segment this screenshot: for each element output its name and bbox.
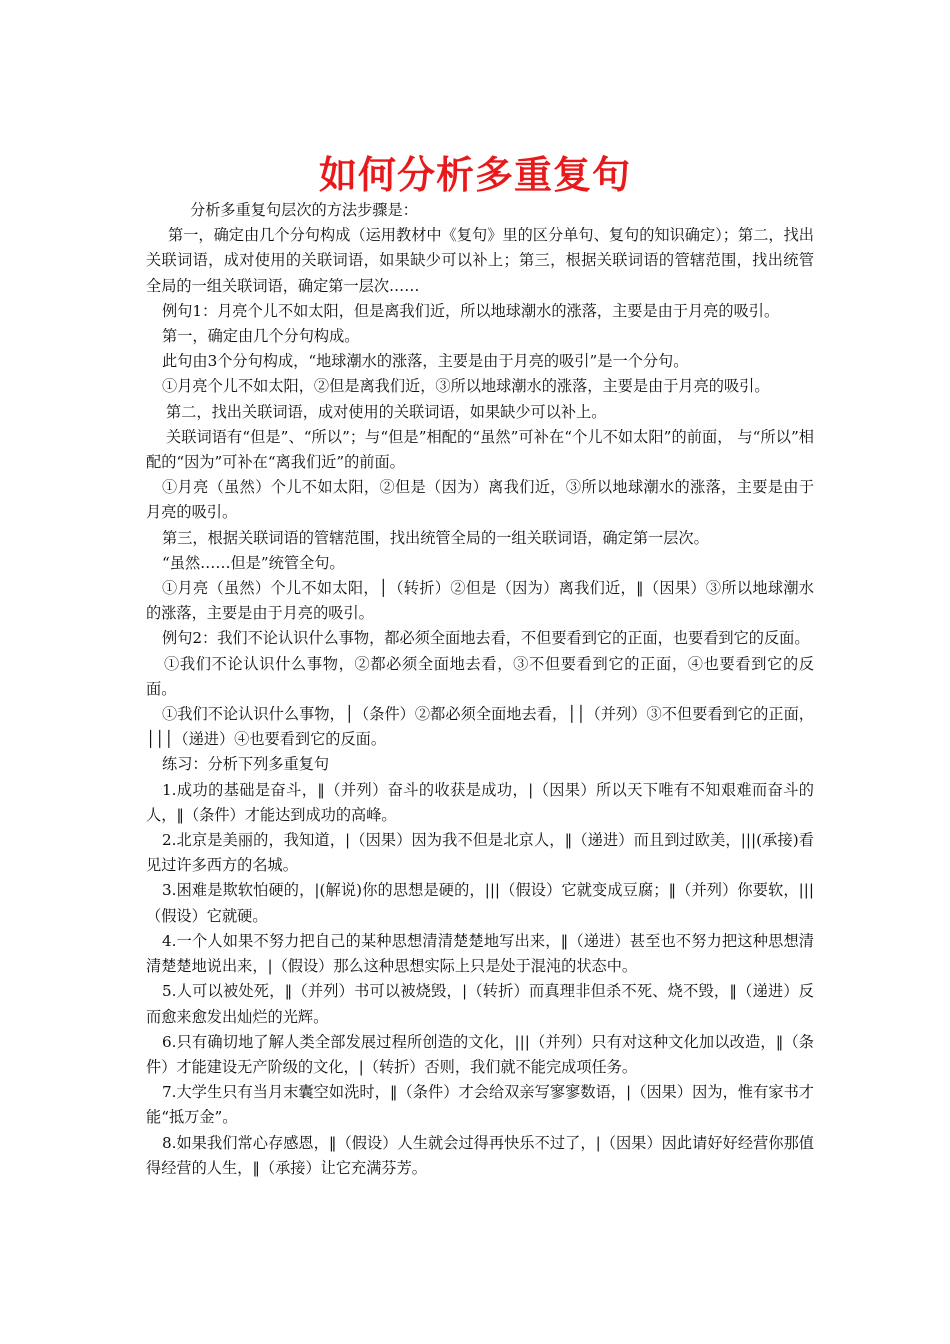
- body-paragraph: 1.成功的基础是奋斗，‖（并列）奋斗的收获是成功，|（因果）所以天下唯有不知艰难而奋斗的人，‖（条件）才能达到成功的高峰。: [146, 780, 814, 824]
- body-paragraph: ①我们不论认识什么事物，│（条件）②都必须全面地去看，││（并列）③不但要看到它的正面，│││（递进）④也要看到它的反面。: [146, 705, 814, 749]
- document-body: [146, 198, 814, 1181]
- body-paragraph: 6.只有确切地了解人类全部发展过程所创造的文化，|||（并列）只有对这种文化加以改造，‖（条件）才能建设无产阶级的文化，|（转折）否则，我们就不能完成项任务。: [146, 1032, 814, 1076]
- body-paragraph: 5.人可以被处死，‖（并列）书可以被烧毁，|（转折）而真理非但杀不死、烧不毁，‖（递进）反而愈来愈发出灿烂的光辉。: [146, 982, 814, 1026]
- body-paragraph: 练习：分析下列多重复句: [162, 755, 330, 774]
- body-paragraph: 第一，确定由几个分句构成（运用教材中《复句》里的区分单句、复句的知识确定）；第二，找出关联词语，成对使用的关联词语，如果缺少可以补上；第三，根据关联词语的管辖范围，找出统管全局的一组关联词语，确定第一层次……: [146, 226, 814, 295]
- body-paragraph: 此句由3个分句构成，“地球潮水的涨落，主要是由于月亮的吸引”是一个分句。: [162, 352, 689, 371]
- body-paragraph: “虽然……但是”统管全句。: [162, 553, 345, 572]
- body-paragraph: 4.一个人如果不努力把自己的某种思想清清楚楚地写出来，‖（递进）甚至也不努力把这种思想清清楚楚地说出来，|（假设）那么这种思想实际上只是处于混沌的状态中。: [146, 931, 814, 976]
- body-paragraph: ①月亮个儿不如太阳，②但是离我们近，③所以地球潮水的涨落，主要是由于月亮的吸引。: [162, 377, 770, 396]
- body-paragraph: 3.困难是欺软怕硬的，|(解说)你的思想是硬的，|||（假设）它就变成豆腐；‖（并列）你要软，|||（假设）它就硬。: [146, 881, 814, 925]
- body-paragraph: 7.大学生只有当月末囊空如洗时，‖（条件）才会给双亲写寥寥数语，|（因果）因为，惟有家书才能“抵万金”。: [146, 1083, 814, 1127]
- body-paragraph: 分析多重复句层次的方法步骤是：: [190, 201, 418, 219]
- body-paragraph: 例句2：我们不论认识什么事物，都必须全面地去看，不但要看到它的正面，也要看到它的反面。: [162, 629, 810, 648]
- body-paragraph: 8.如果我们常心存感恩，‖（假设）人生就会过得再快乐不过了，|（因果）因此请好好经营你那值得经营的人生，‖（承接）让它充满芬芳。: [146, 1133, 814, 1177]
- body-paragraph: 第一，确定由几个分句构成。: [162, 327, 360, 346]
- body-paragraph: 例句1：月亮个儿不如太阳，但是离我们近，所以地球潮水的涨落，主要是由于月亮的吸引。: [162, 301, 780, 320]
- body-paragraph: ①我们不论认识什么事物，②都必须全面地去看，③不但要看到它的正面，④也要看到它的反面。: [146, 654, 814, 698]
- body-paragraph: 关联词语有“但是”、“所以”；与“但是”相配的“虽然”可补在“个儿不如太阳”的前面， 与“所以”相配的“因为”可补在“离我们近”的前面。: [146, 427, 814, 472]
- body-paragraph: 2.北京是美丽的，我知道，|（因果）因为我不但是北京人，‖（递进）而且到过欧美，|||(承接)看见过许多西方的名城。: [146, 831, 814, 875]
- body-paragraph: 第二，找出关联词语，成对使用的关联词语，如果缺少可以补上。: [166, 402, 607, 421]
- body-paragraph: ①月亮（虽然）个儿不如太阳，│（转折）②但是（因为）离我们近，‖（因果）③所以地球潮水的涨落，主要是由于月亮的吸引。: [146, 579, 814, 623]
- page-title: 如何分析多重复句: [318, 153, 631, 198]
- body-paragraph: ①月亮（虽然）个儿不如太阳，②但是（因为）离我们近，③所以地球潮水的涨落，主要是由于月亮的吸引。: [146, 478, 814, 522]
- body-paragraph: 第三，根据关联词语的管辖范围，找出统管全局的一组关联词语，确定第一层次。: [162, 528, 709, 547]
